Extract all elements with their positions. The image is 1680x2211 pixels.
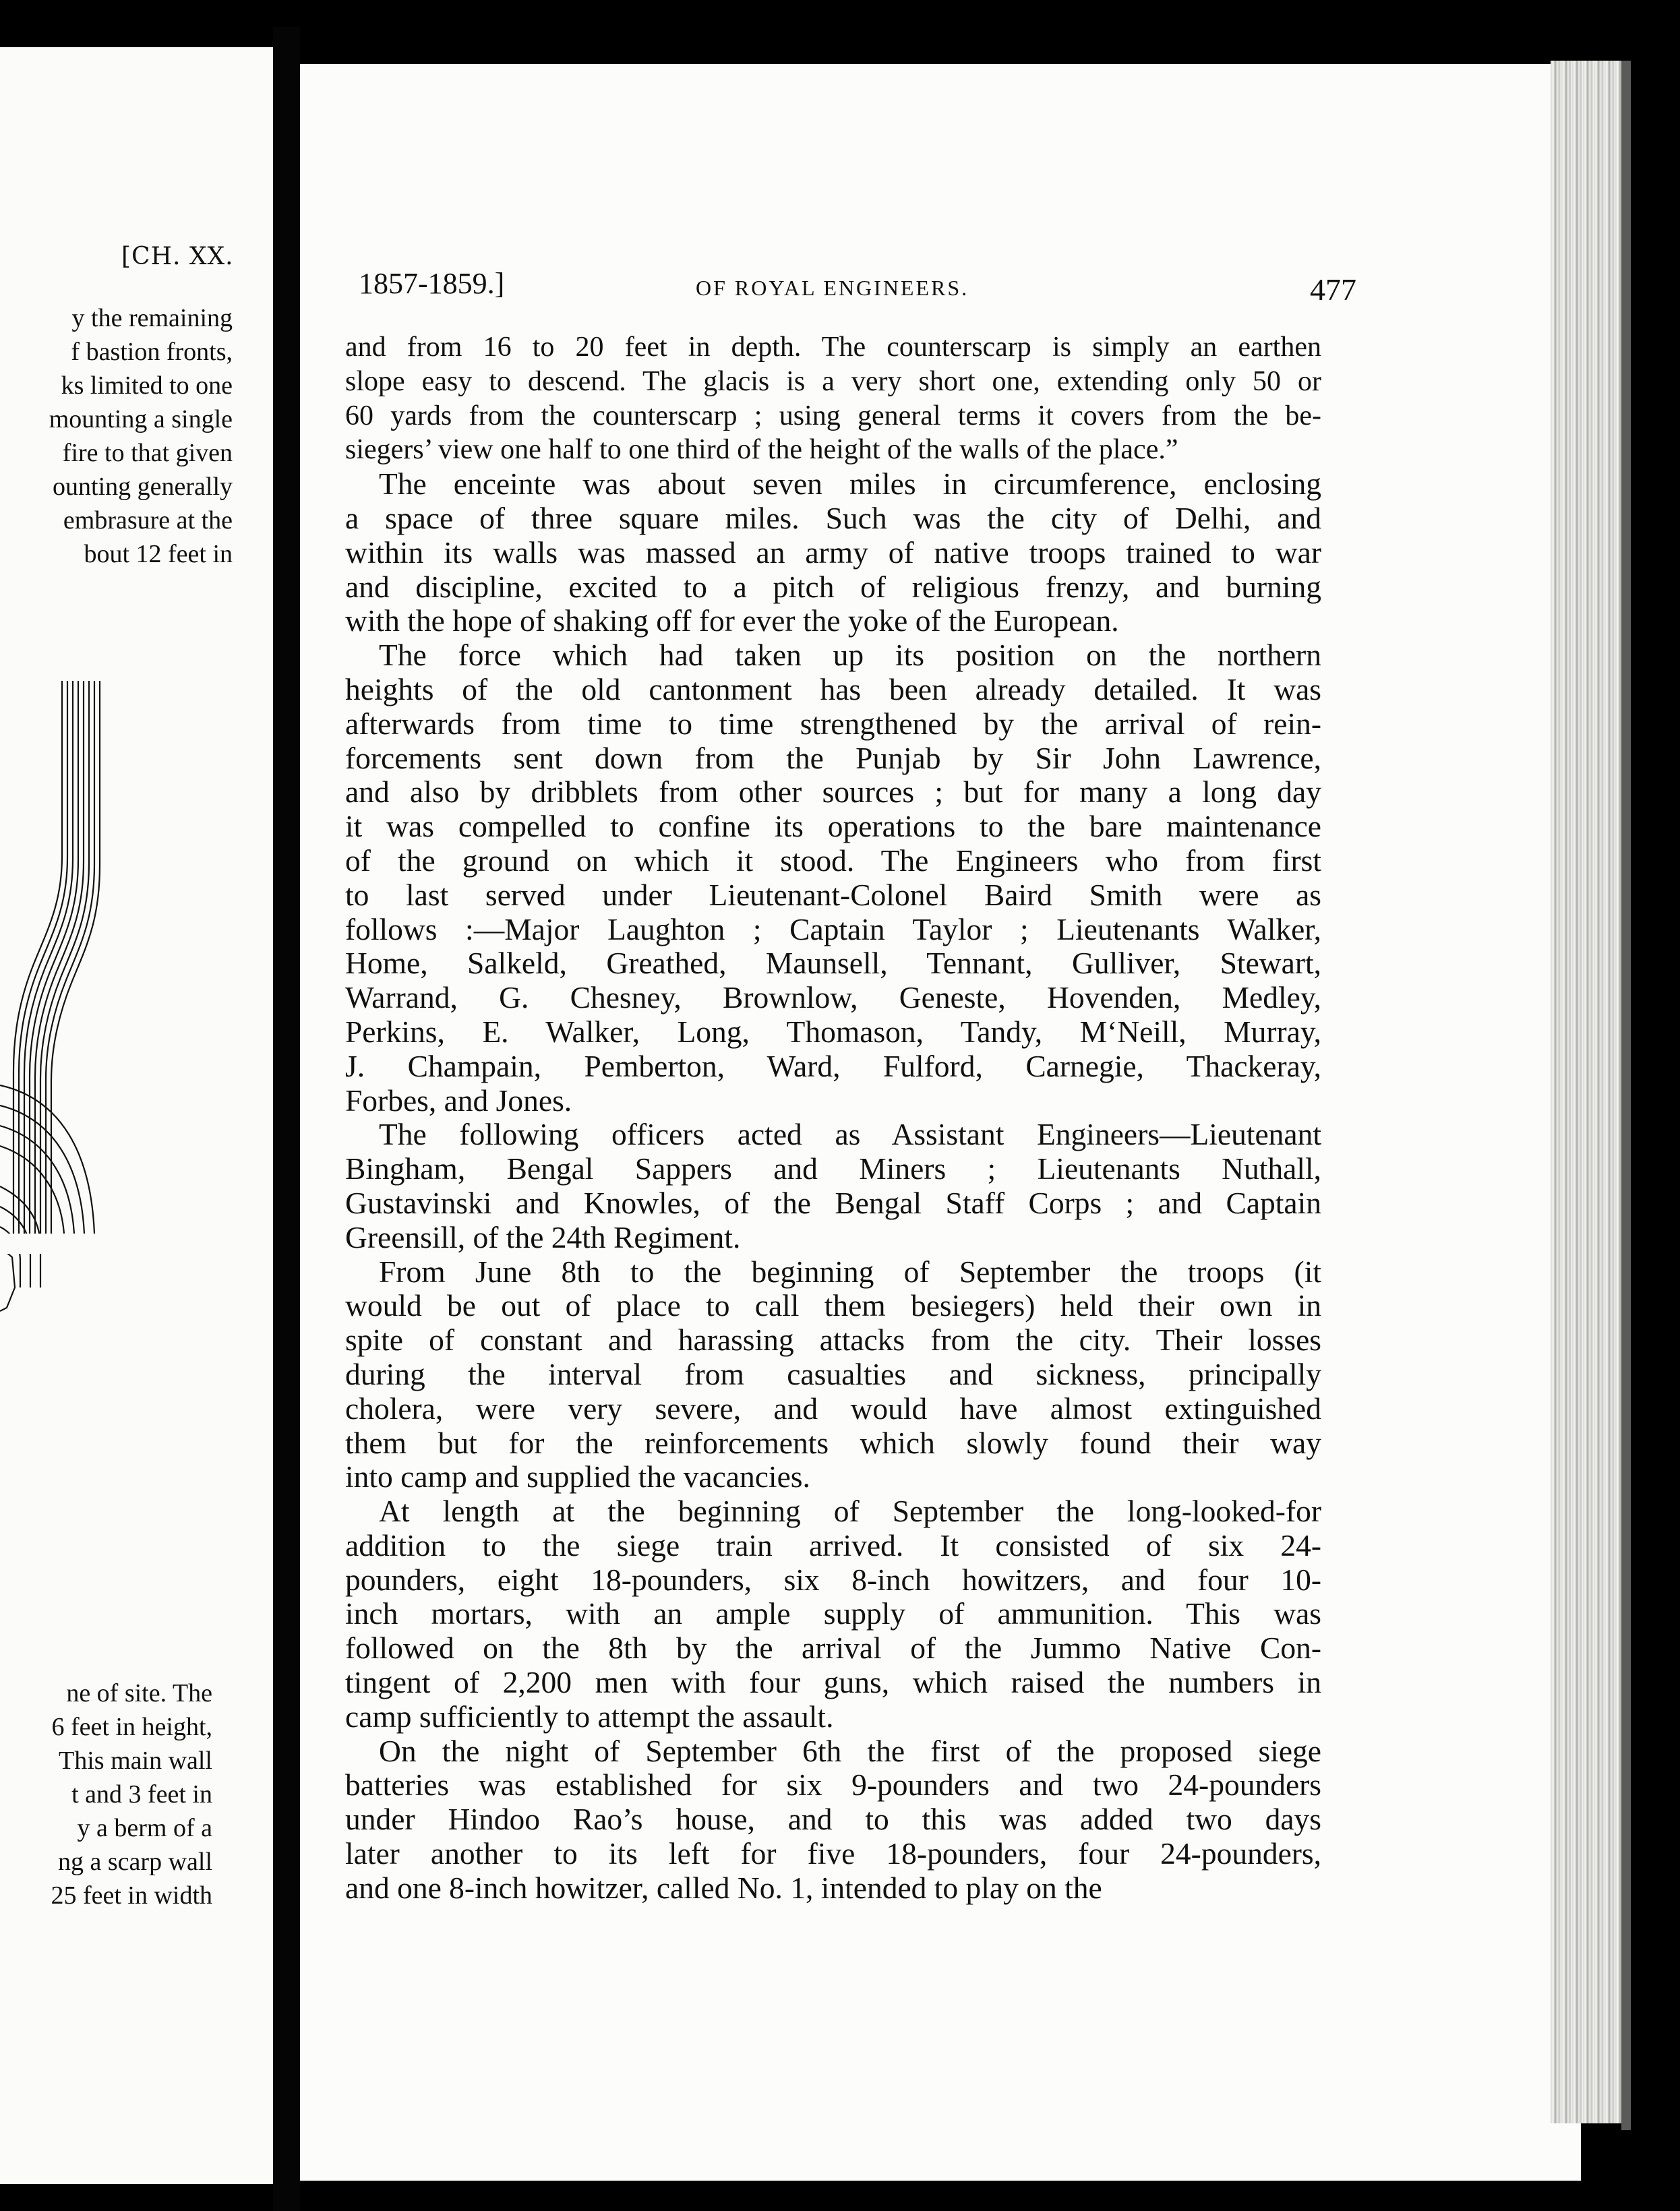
page-number: 477 <box>1310 272 1356 307</box>
text-line: pounders, eight 18-pounders, six 8-inch howitzers, and four 10- <box>345 1562 1321 1597</box>
paragraph <box>345 1734 1321 1906</box>
text-line: Perkins, E. Walker, Long, Thomason, Tandy, M‘Neill, Murray, <box>345 1014 1321 1049</box>
text-line: batteries was established for six 9-pounders and two 24-pounders <box>345 1767 1321 1803</box>
left-page-line: ounting generally <box>53 473 233 501</box>
page-edge-shadow <box>1621 61 1631 2130</box>
text-line: and discipline, excited to a pitch of religious frenzy, and burning <box>345 569 1321 604</box>
paragraph <box>345 1118 1321 1254</box>
text-line: followed on the 8th by the arrival of the Jummo Native Con- <box>345 1631 1321 1666</box>
paragraph <box>345 638 1321 1118</box>
left-page <box>0 47 273 2184</box>
text-line: afterwards from time to time strengthened by the arrival of rein- <box>345 706 1321 741</box>
text-line: Home, Salkeld, Greathed, Maunsell, Tennant, Gulliver, Stewart, <box>345 946 1321 981</box>
text-line: and one 8-inch howitzer, called No. 1, intended to play on the <box>345 1870 1102 1905</box>
text-line: later another to its left for five 18-pounders, four 24-pounders, <box>345 1836 1321 1871</box>
text-line: and from 16 to 20 feet in depth. The counterscarp is simply an earthen <box>345 332 1321 363</box>
text-line: Warrand, G. Chesney, Brownlow, Geneste, Hovenden, Medley, <box>345 980 1321 1015</box>
left-page-line: bout 12 feet in <box>84 540 233 568</box>
text-line: Gustavinski and Knowles, of the Bengal Staff Corps ; and Captain <box>345 1185 1321 1220</box>
text-line: From June 8th to the beginning of September the troops (it <box>379 1254 1321 1289</box>
text-line: forcements sent down from the Punjab by Sir John Lawrence, <box>345 740 1321 775</box>
text-line: siegers’ view one half to one third of the height of the walls of the place.” <box>345 434 1178 466</box>
text-line: would be out of place to call them besiegers) held their own in <box>345 1288 1321 1323</box>
text-line: On the night of September 6th the first of the proposed siege <box>379 1733 1321 1768</box>
left-page-line: y a berm of a <box>77 1814 212 1842</box>
text-line: The force which had taken up its position on the northern <box>379 638 1321 673</box>
left-page-line: fire to that given <box>62 439 233 467</box>
paragraph <box>345 330 1321 467</box>
text-line: it was compelled to confine its operations to the bare maintenance <box>345 809 1321 844</box>
text-line: tingent of 2,200 men with four guns, which raised the numbers in <box>345 1665 1321 1700</box>
text-line: with the hope of shaking off for ever the yoke of the European. <box>345 603 1119 638</box>
left-page-line: ne of site. The <box>66 1679 212 1707</box>
left-page-line: t and 3 feet in <box>71 1780 212 1809</box>
left-page-line: y the remaining <box>71 304 233 332</box>
left-page-line: embrasure at the <box>63 506 233 535</box>
body-text <box>345 330 1321 1906</box>
text-line: J. Champain, Pemberton, Ward, Fulford, Carnegie, Thackeray, <box>345 1048 1321 1083</box>
text-line: cholera, were very severe, and would have almost extinguished <box>345 1391 1321 1426</box>
paragraph <box>345 1494 1321 1734</box>
text-line: to last served under Lieutenant-Colonel Baird Smith were as <box>345 877 1321 912</box>
text-line: camp sufficiently to attempt the assault. <box>345 1699 834 1734</box>
text-line: Forbes, and Jones. <box>345 1083 572 1118</box>
text-line: during the interval from casualties and sickness, principally <box>345 1356 1321 1391</box>
text-line: a space of three square miles. Such was the city of Delhi, and <box>345 500 1321 535</box>
text-line: Bingham, Bengal Sappers and Miners ; Lieutenants Nuthall, <box>345 1151 1321 1186</box>
left-page-line: mounting a single <box>49 405 233 433</box>
paragraph <box>345 1255 1321 1495</box>
text-line: of the ground on which it stood. The Engineers who from first <box>345 843 1321 878</box>
fortification-diagram <box>0 681 273 1712</box>
text-line: under Hindoo Rao’s house, and to this was added two days <box>345 1802 1321 1837</box>
page-edges <box>1551 61 1625 2123</box>
text-line: inch mortars, with an ample supply of ammunition. This was <box>345 1596 1321 1631</box>
book-gutter <box>273 27 300 2211</box>
left-page-line: ks limited to one <box>61 371 233 400</box>
paragraph <box>345 467 1321 638</box>
running-title: OF ROYAL ENGINEERS. <box>696 276 969 300</box>
text-line: addition to the siege train arrived. It consisted of six 24- <box>345 1527 1321 1563</box>
left-page-line: 6 feet in height, <box>51 1713 212 1741</box>
text-line: and also by dribblets from other sources ; but for many a long day <box>345 775 1321 810</box>
text-line: The enceinte was about seven miles in circumference, enclosing <box>379 466 1321 502</box>
text-line: heights of the old cantonment has been already detailed. It was <box>345 671 1321 706</box>
left-page-header: [CH. XX. <box>121 243 234 270</box>
text-line: spite of constant and harassing attacks from the city. Their losses <box>345 1323 1321 1358</box>
left-page-line: f bastion fronts, <box>71 338 233 366</box>
text-line: them but for the reinforcements which slowly found their way <box>345 1425 1321 1460</box>
header-years: 1857-1859.] <box>359 267 505 300</box>
text-line: At length at the beginning of September the long-looked-for <box>379 1494 1321 1529</box>
text-line: Greensill, of the 24th Regiment. <box>345 1219 741 1254</box>
text-line: The following officers acted as Assistant Engineers—Lieutenant <box>379 1117 1321 1152</box>
text-line: within its walls was massed an army of native troops trained to war <box>345 535 1321 570</box>
left-page-line: 25 feet in width <box>51 1881 212 1910</box>
text-line: into camp and supplied the vacancies. <box>345 1459 810 1494</box>
text-line: follows :—Major Laughton ; Captain Taylor ; Lieutenants Walker, <box>345 911 1321 946</box>
text-line: slope easy to descend. The glacis is a very short one, extending only 50 or <box>345 365 1321 397</box>
left-page-line: This main wall <box>59 1747 212 1775</box>
left-page-line: ng a scarp wall <box>58 1848 212 1876</box>
text-line: 60 yards from the counterscarp ; using general terms it covers from the be- <box>345 400 1321 431</box>
running-header <box>359 266 1356 307</box>
